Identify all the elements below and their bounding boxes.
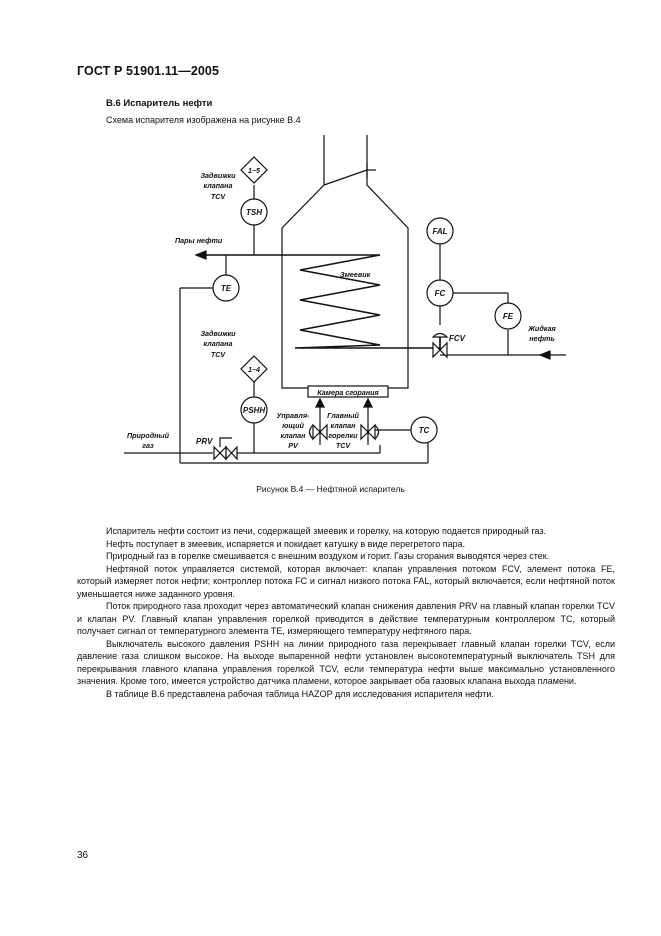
- zadvizhki-top-line3: TCV: [210, 192, 226, 201]
- prv-valve-2: [226, 447, 237, 459]
- section-title: В.6 Испаритель нефти: [106, 98, 213, 109]
- fe-label: FE: [502, 312, 514, 321]
- fal-label: FAL: [432, 227, 448, 236]
- zadvizhki-top-line1: Задвижки: [200, 171, 236, 180]
- tcv-label-line2: клапан: [330, 421, 356, 430]
- stack-damper: [324, 170, 367, 185]
- prv-valve: [214, 447, 226, 459]
- standard-header: ГОСТ Р 51901.11—2005: [77, 64, 220, 78]
- pshh-label: PSHH: [242, 406, 266, 415]
- pv-label-line3: клапан: [280, 431, 306, 440]
- fc-label: FC: [434, 289, 446, 298]
- interlock-1-4-label: 1–4: [248, 365, 260, 374]
- tcv-label-line3: горелки: [328, 431, 358, 440]
- tsh-label: TSH: [246, 208, 262, 217]
- section-intro: Схема испарителя изображена на рисунке В.4: [106, 115, 301, 125]
- zadvizhki-mid-line2: клапана: [203, 339, 233, 348]
- liquid-oil-line2: нефть: [529, 334, 555, 343]
- te-label: TE: [220, 284, 232, 293]
- body-text: [77, 525, 615, 700]
- pv-label-line4: PV: [288, 441, 298, 450]
- paragraph: Выключатель высокого давления PSHH на линии природного газа перекрывает главный клапан горелки TCV, если давление газа слишком высокое. На выходе выпаренной нефти установлен высокотемпературный выключатель TSH для перекрывания главного клапана управления горелкой TCV, если температура нефти выше максимально установленного значения. Кроме того, имеется устройство датчика пламени, которое закрывает оба газовых клапана выхода пламени.: [77, 638, 615, 686]
- paragraph: Нефть поступает в змеевик, испаряется и покидает катушку в виде перегретого пара.: [106, 538, 466, 549]
- coil-label: Змеевик: [340, 270, 371, 279]
- page-number: 36: [77, 850, 89, 861]
- paragraph: Нефтяной поток управляется системой, которая включает: клапан управления потоком FCV, элемент потока FE, который измеряет поток нефти; контроллер потока FC и сигнал низкого потока FAL, который включается, если нефтяной поток уменьшается ниже заданного уровня.: [77, 563, 615, 599]
- fcv-tag: FCV: [449, 334, 465, 343]
- paragraph: Поток природного газа проходит через автоматический клапан снижения давления PRV на главный клапан горелки TCV и клапан PV. Главный клапан управления горелкой приводится в действие температурным контроллером TC, который получает сигнал от температурного элемента TE, измеряющего температуру нефтяного пара.: [77, 601, 615, 636]
- zadvizhki-mid-line1: Задвижки: [200, 329, 236, 338]
- interlock-1-5-label: 1–5: [248, 166, 260, 175]
- liquid-oil-line1: Жидкая: [528, 324, 556, 333]
- paragraph: Природный газ в горелке смешивается с внешним воздухом и горит. Газы сгорания выводятся через стек.: [106, 551, 550, 561]
- combustion-chamber-label: Камера сгорания: [317, 388, 379, 397]
- pv-label-line2: ющий: [282, 421, 304, 430]
- tcv-label-line1: Главный: [327, 411, 359, 420]
- tc-label: TC: [418, 426, 430, 435]
- figure-caption: Рисунок В.4 — Нефтяной испаритель: [256, 484, 405, 494]
- zadvizhki-mid-line3: TCV: [210, 350, 226, 359]
- tcv-label-line4: TCV: [335, 441, 351, 450]
- zadvizhki-top-line2: клапана: [203, 181, 233, 190]
- paragraph: Испаритель нефти состоит из печи, содержащей змеевик и горелку, на которую подается природный газ.: [106, 526, 547, 536]
- oil-vapor-label: Пары нефти: [175, 236, 223, 245]
- pv-label-line1: Управля-: [276, 411, 310, 420]
- natural-gas-line2: газ: [142, 441, 154, 450]
- paragraph: В таблице В.6 представлена рабочая таблица HAZOP для исследования испарителя нефти.: [106, 688, 494, 699]
- natural-gas-line1: Природный: [126, 431, 170, 440]
- prv-tag: PRV: [196, 437, 213, 446]
